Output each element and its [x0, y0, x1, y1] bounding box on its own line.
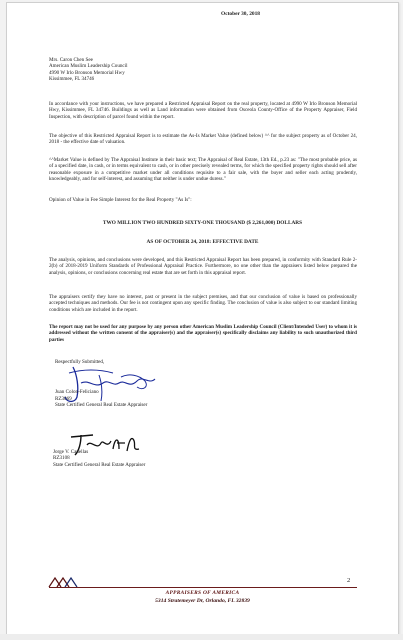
signer-1-name: Juan Colon-Feliciano — [55, 389, 99, 396]
uspap-paragraph: The analysis, opinions, and conclusions were developed, and this Restricted Appraisal Report has been prepared, in conformity with Standard Rule 2-2(b) of 2018-2019 Uniform Standards of Professional Appraisal Practice. Furthermore, no one other than the appraisers listed below prepared the analysis, opinions, or conclusions concerning real estate that are set forth in this appraisal report. — [49, 257, 357, 276]
signer-2-license: RZ3108 — [53, 455, 70, 462]
certification-paragraph: The appraisers certify they have no interest, past or present in the subject premises, and that our conclusion of value is based on professionally accepted techniques and methods. Our fee is not contingent upon any specific finding. The conclusion of value is also subject to our standard limiting conditions which are included in the report. — [49, 294, 357, 313]
recipient-address — [49, 57, 128, 82]
signature-block-1 — [55, 359, 147, 408]
intro-paragraph: In accordance with your instructions, we have prepared a Restricted Appraisal Report on the real property, located at 4990 W Irlo Bronson Memorial Hwy, Kissimmee, FL 34746. Buildings as well as Land information were obtained from Osceola County-Office of the Property Appraiser, Field Inspection, with description of parcel found within the report. — [49, 101, 357, 120]
market-value-definition: ^^Market Value is defined by The Appraisal Institute in their basic text; The Appraisal of Real Estate, 13th Ed., p.23 as: "The most probable price, as of a specified date, in cash, or in terms equivalent to cash, or in other precisely revealed terms, for which the specified property rights should sell after reasonable exposure in a competitive market under all conditions requisite to a fair sale, with the buyer and seller each acting prudently, knowledgeably, and for self-interest, and assuming that neither is under undue duress." — [49, 157, 357, 182]
signer-1-title: State Certified General Real Estate Appraiser — [55, 401, 148, 408]
signature-block-2 — [53, 449, 145, 468]
recipient-city: Kissimmee, FL 34746 — [49, 75, 95, 82]
value-conclusion: TWO MILLION TWO HUNDRED SIXTY-ONE THOUSAND ($ 2,261,000) DOLLARS — [102, 220, 303, 226]
footer-company: APPRAISERS OF AMERICA — [165, 590, 240, 596]
page-number: 2 — [347, 577, 351, 584]
objective-paragraph: The objective of this Restricted Appraisal Report is to estimate the As-Is Market Value (defined below) ^^ for the subject property as of October 24, 2018 - the effective date of valuation. — [49, 133, 357, 146]
recipient-street: 4990 W Irlo Bronson Memorial Hwy — [49, 69, 125, 76]
viewer-bottom-bar — [0, 634, 403, 640]
letter-date: October 30, 2018 — [221, 11, 260, 17]
effective-date-line: AS OF OCTOBER 24, 2018: EFFECTIVE DATE — [146, 239, 259, 245]
footer-address: 5314 Stratemeyer Dr, Orlando, FL 32839 — [155, 598, 250, 604]
closing-text: Respectfully Submitted, — [55, 359, 105, 365]
recipient-organization: American Muslim Leadership Council — [49, 63, 128, 70]
signer-2-name: Jorge V. Canellas — [53, 449, 89, 455]
recipient-name: Mrs. Caron Chen See — [49, 57, 93, 63]
letter-page — [6, 2, 399, 636]
use-restriction-paragraph: The report may not be used for any purpose by any person other American Muslim Leadership Council (Client/Intended User) to whom it is addressed without the written consent of the appraiser(s) and the appraiser(s) specifically disclaims any liability to such unauthorized third parties — [49, 324, 357, 343]
footer-rule — [49, 587, 357, 588]
signer-2-title: State Certified General Real Estate Appraiser — [53, 461, 146, 468]
signer-1-license: RZ3069 — [55, 395, 72, 402]
opinion-heading: Opinion of Value in Fee Simple Interest for the Real Property "As Is": — [49, 197, 192, 203]
